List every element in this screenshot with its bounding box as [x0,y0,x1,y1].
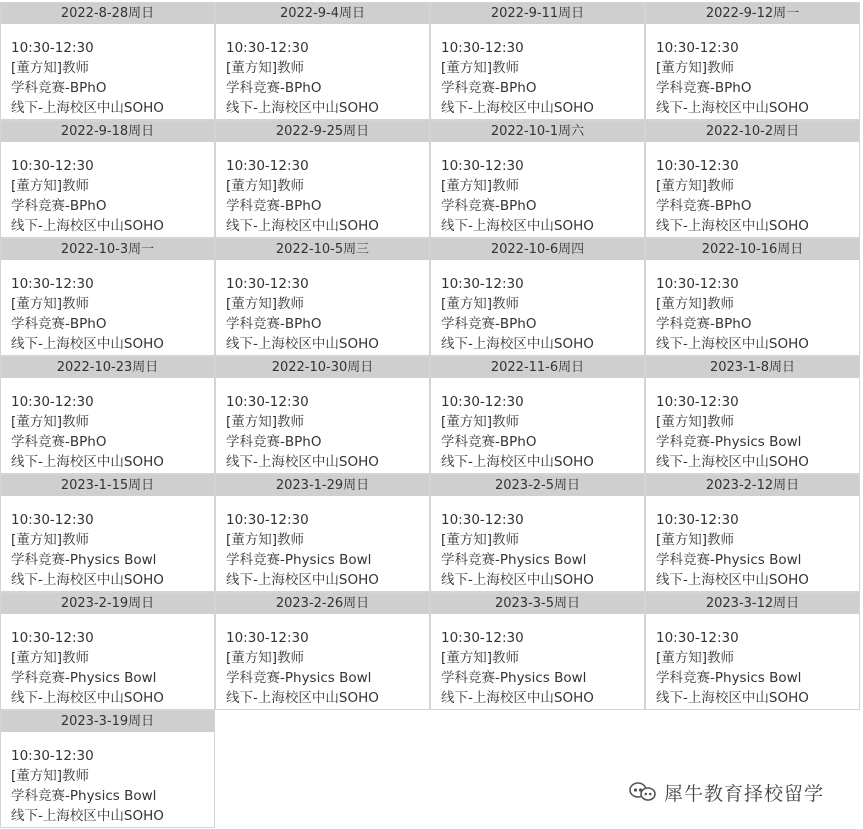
cell-course: 学科竞赛-BPhO [226,316,322,332]
schedule-cell [0,238,215,356]
cell-details [431,378,644,472]
cell-details [216,142,429,236]
cell-time: 10:30-12:30 [656,276,739,292]
cell-time: 10:30-12:30 [226,276,309,292]
cell-location: 线下-上海校区中山SOHO [656,218,809,234]
cell-teacher: [董方知]教师 [226,414,305,430]
cell-teacher: [董方知]教师 [226,296,305,312]
cell-teacher: [董方知]教师 [11,178,90,194]
cell-time: 10:30-12:30 [11,512,94,528]
cell-course: 学科竞赛-BPhO [656,80,752,96]
cell-time: 10:30-12:30 [441,630,524,646]
cell-teacher: [董方知]教师 [441,650,520,666]
cell-teacher: [董方知]教师 [656,296,735,312]
cell-course: 学科竞赛-BPhO [11,316,107,332]
schedule-cell [430,120,645,238]
cell-course: 学科竞赛-BPhO [11,198,107,214]
cell-course: 学科竞赛-Physics Bowl [226,670,372,686]
cell-teacher: [董方知]教师 [11,532,90,548]
cell-details [216,260,429,354]
cell-details [431,260,644,354]
cell-details [216,614,429,708]
cell-teacher: [董方知]教师 [441,296,520,312]
cell-teacher: [董方知]教师 [226,532,305,548]
cell-date-header: 2022-11-6周日 [431,357,644,378]
cell-date-header: 2022-9-12周一 [646,3,859,24]
cell-time: 10:30-12:30 [11,630,94,646]
schedule-grid [0,2,860,828]
cell-teacher: [董方知]教师 [441,414,520,430]
cell-location: 线下-上海校区中山SOHO [226,690,379,706]
watermark-text: 犀牛教育择校留学 [664,782,825,805]
cell-teacher: [董方知]教师 [11,650,90,666]
schedule-cell [215,592,430,710]
cell-teacher: [董方知]教师 [656,414,735,430]
cell-course: 学科竞赛-BPhO [441,80,537,96]
cell-details [431,142,644,236]
cell-date-header: 2023-2-19周日 [1,593,214,614]
cell-details [646,142,859,236]
cell-date-header: 2023-1-8周日 [646,357,859,378]
cell-date-header: 2022-10-2周日 [646,121,859,142]
cell-course: 学科竞赛-BPhO [656,198,752,214]
cell-date-header: 2023-2-5周日 [431,475,644,496]
cell-time: 10:30-12:30 [656,158,739,174]
cell-date-header: 2022-10-16周日 [646,239,859,260]
schedule-cell [645,592,860,710]
cell-time: 10:30-12:30 [226,512,309,528]
cell-location: 线下-上海校区中山SOHO [441,690,594,706]
cell-details [216,24,429,118]
cell-teacher: [董方知]教师 [441,532,520,548]
cell-details [216,378,429,472]
cell-location: 线下-上海校区中山SOHO [441,100,594,116]
cell-time: 10:30-12:30 [226,394,309,410]
cell-date-header: 2023-2-26周日 [216,593,429,614]
cell-time: 10:30-12:30 [11,748,94,764]
cell-course: 学科竞赛-Physics Bowl [656,552,802,568]
schedule-cell [645,2,860,120]
cell-location: 线下-上海校区中山SOHO [226,454,379,470]
schedule-cell [645,238,860,356]
cell-time: 10:30-12:30 [226,40,309,56]
schedule-cell [430,2,645,120]
cell-date-header: 2022-9-4周日 [216,3,429,24]
cell-details [646,614,859,708]
cell-details [1,496,214,590]
cell-location: 线下-上海校区中山SOHO [441,572,594,588]
cell-course: 学科竞赛-Physics Bowl [656,670,802,686]
cell-time: 10:30-12:30 [226,158,309,174]
cell-details [1,732,214,826]
cell-details [431,496,644,590]
schedule-cell [0,2,215,120]
cell-time: 10:30-12:30 [226,630,309,646]
schedule-cell [0,592,215,710]
cell-date-header: 2022-8-28周日 [1,3,214,24]
cell-course: 学科竞赛-Physics Bowl [441,670,587,686]
cell-location: 线下-上海校区中山SOHO [441,218,594,234]
cell-details [431,614,644,708]
cell-details [646,496,859,590]
cell-teacher: [董方知]教师 [656,532,735,548]
schedule-cell [430,356,645,474]
cell-course: 学科竞赛-Physics Bowl [226,552,372,568]
cell-location: 线下-上海校区中山SOHO [656,572,809,588]
schedule-cell [645,120,860,238]
cell-teacher: [董方知]教师 [11,768,90,784]
cell-details [1,142,214,236]
cell-time: 10:30-12:30 [441,158,524,174]
cell-teacher: [董方知]教师 [441,60,520,76]
cell-location: 线下-上海校区中山SOHO [11,336,164,352]
cell-course: 学科竞赛-BPhO [226,80,322,96]
cell-course: 学科竞赛-Physics Bowl [11,670,157,686]
cell-course: 学科竞赛-Physics Bowl [11,788,157,804]
cell-location: 线下-上海校区中山SOHO [226,218,379,234]
cell-date-header: 2022-9-11周日 [431,3,644,24]
cell-time: 10:30-12:30 [656,512,739,528]
cell-location: 线下-上海校区中山SOHO [11,572,164,588]
cell-time: 10:30-12:30 [11,276,94,292]
schedule-cell [215,356,430,474]
schedule-cell [430,474,645,592]
cell-details [1,24,214,118]
cell-time: 10:30-12:30 [441,40,524,56]
schedule-cell [215,238,430,356]
cell-teacher: [董方知]教师 [656,178,735,194]
cell-teacher: [董方知]教师 [11,414,90,430]
cell-location: 线下-上海校区中山SOHO [226,336,379,352]
cell-course: 学科竞赛-BPhO [11,80,107,96]
cell-teacher: [董方知]教师 [656,60,735,76]
cell-date-header: 2022-10-1周六 [431,121,644,142]
cell-date-header: 2022-10-30周日 [216,357,429,378]
watermark [628,779,824,805]
cell-location: 线下-上海校区中山SOHO [441,454,594,470]
cell-details [646,24,859,118]
cell-date-header: 2023-1-29周日 [216,475,429,496]
cell-details [1,378,214,472]
cell-location: 线下-上海校区中山SOHO [656,336,809,352]
cell-date-header: 2023-3-12周日 [646,593,859,614]
cell-details [216,496,429,590]
cell-time: 10:30-12:30 [441,276,524,292]
cell-details [1,614,214,708]
cell-time: 10:30-12:30 [11,394,94,410]
cell-location: 线下-上海校区中山SOHO [226,572,379,588]
schedule-cell [645,356,860,474]
cell-course: 学科竞赛-BPhO [11,434,107,450]
cell-time: 10:30-12:30 [11,158,94,174]
cell-time: 10:30-12:30 [656,394,739,410]
cell-location: 线下-上海校区中山SOHO [11,218,164,234]
cell-location: 线下-上海校区中山SOHO [11,808,164,824]
cell-time: 10:30-12:30 [656,630,739,646]
cell-course: 学科竞赛-BPhO [226,198,322,214]
schedule-cell [0,710,215,828]
cell-course: 学科竞赛-Physics Bowl [11,552,157,568]
schedule-cell [0,474,215,592]
cell-location: 线下-上海校区中山SOHO [656,690,809,706]
cell-location: 线下-上海校区中山SOHO [656,100,809,116]
schedule-cell [430,592,645,710]
schedule-cell [0,120,215,238]
cell-time: 10:30-12:30 [441,512,524,528]
cell-course: 学科竞赛-BPhO [656,316,752,332]
cell-date-header: 2023-3-19周日 [1,711,214,732]
cell-date-header: 2022-10-6周四 [431,239,644,260]
cell-course: 学科竞赛-BPhO [226,434,322,450]
cell-location: 线下-上海校区中山SOHO [11,454,164,470]
schedule-cell [0,356,215,474]
cell-details [431,24,644,118]
schedule-cell [215,2,430,120]
cell-date-header: 2022-10-5周三 [216,239,429,260]
schedule-cell [430,238,645,356]
cell-teacher: [董方知]教师 [656,650,735,666]
wechat-channel-icon [628,780,658,804]
cell-teacher: [董方知]教师 [226,178,305,194]
cell-date-header: 2023-1-15周日 [1,475,214,496]
cell-teacher: [董方知]教师 [226,60,305,76]
cell-teacher: [董方知]教师 [11,60,90,76]
cell-details [646,260,859,354]
schedule-cell [215,474,430,592]
cell-course: 学科竞赛-Physics Bowl [656,434,802,450]
cell-location: 线下-上海校区中山SOHO [226,100,379,116]
cell-date-header: 2022-10-23周日 [1,357,214,378]
cell-teacher: [董方知]教师 [226,650,305,666]
cell-teacher: [董方知]教师 [11,296,90,312]
cell-location: 线下-上海校区中山SOHO [656,454,809,470]
cell-date-header: 2022-10-3周一 [1,239,214,260]
cell-location: 线下-上海校区中山SOHO [11,100,164,116]
cell-date-header: 2023-3-5周日 [431,593,644,614]
cell-course: 学科竞赛-BPhO [441,434,537,450]
cell-location: 线下-上海校区中山SOHO [11,690,164,706]
cell-date-header: 2022-9-25周日 [216,121,429,142]
cell-date-header: 2023-2-12周日 [646,475,859,496]
cell-time: 10:30-12:30 [656,40,739,56]
cell-course: 学科竞赛-Physics Bowl [441,552,587,568]
cell-details [1,260,214,354]
cell-time: 10:30-12:30 [11,40,94,56]
cell-time: 10:30-12:30 [441,394,524,410]
cell-location: 线下-上海校区中山SOHO [441,336,594,352]
cell-teacher: [董方知]教师 [441,178,520,194]
schedule-cell [215,120,430,238]
cell-course: 学科竞赛-BPhO [441,316,537,332]
cell-date-header: 2022-9-18周日 [1,121,214,142]
cell-course: 学科竞赛-BPhO [441,198,537,214]
schedule-cell [645,474,860,592]
cell-details [646,378,859,472]
